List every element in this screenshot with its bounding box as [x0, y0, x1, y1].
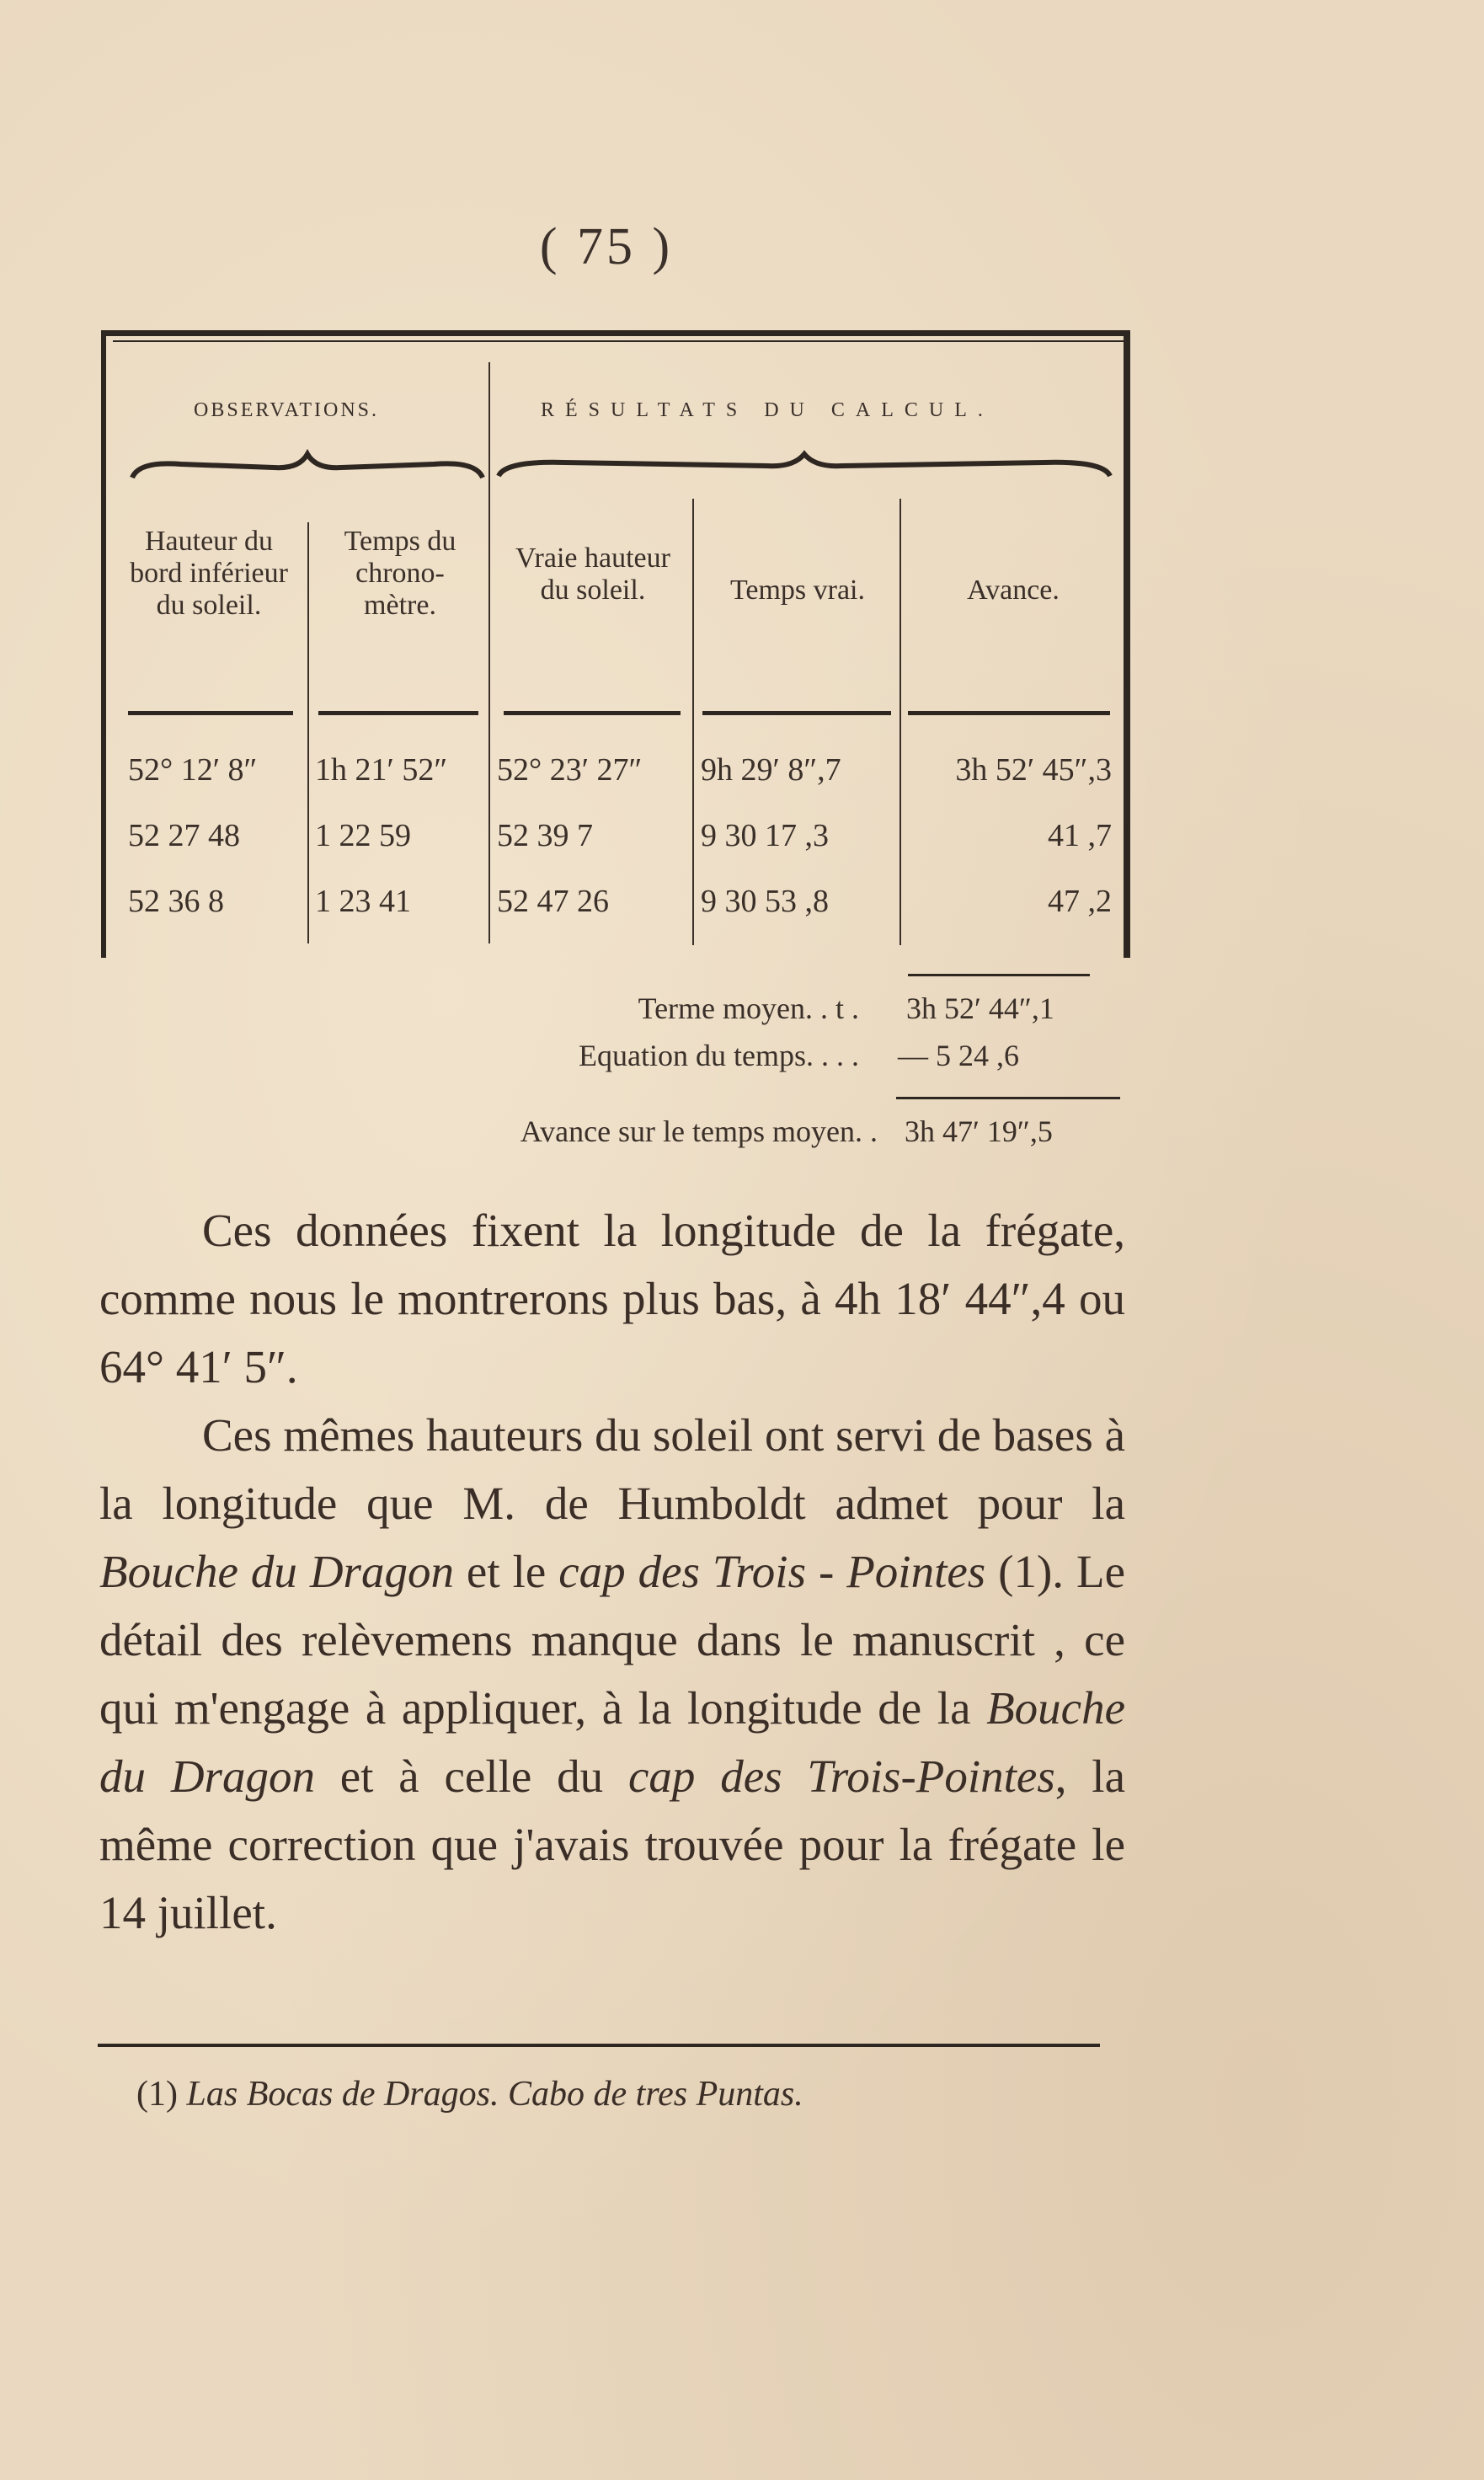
- summary-equation-label: Equation du temps. . . .: [579, 1039, 859, 1072]
- cell-r1-hauteur: 52° 12′ 8″: [128, 752, 258, 788]
- p2-italic-cap-des-trois-pointes: cap des Trois - Pointes: [558, 1546, 986, 1597]
- column-header-vraie-hauteur: Vraie hauteur du soleil.: [515, 542, 670, 606]
- p2-part-c: et le: [453, 1546, 559, 1597]
- body-text: [99, 1196, 1125, 1947]
- cell-r2-vraie-hauteur: 52 39 7: [497, 818, 593, 853]
- column-header-temps-vrai: Temps vrai.: [729, 575, 866, 606]
- col-divider-1: [307, 522, 309, 943]
- summary-advance-value: 3h 47′ 19″,5: [905, 1114, 1053, 1148]
- cell-r3-avance: 47 ,2: [1048, 884, 1112, 919]
- p2-part-g: et à celle du: [314, 1750, 628, 1802]
- summary-equation-value: — 5 24 ,6: [898, 1039, 1019, 1072]
- cell-r2-temps-chrono: 1 22 59: [315, 818, 411, 853]
- brace-results: [497, 452, 1112, 486]
- header-observations: OBSERVATIONS.: [194, 399, 380, 421]
- brace-observations: [131, 452, 484, 486]
- header-underline-5: [908, 711, 1110, 715]
- cell-r3-hauteur: 52 36 8: [128, 884, 224, 919]
- cell-r3-temps-vrai: 9 30 53 ,8: [701, 884, 829, 919]
- table-right-border: [1124, 330, 1130, 958]
- p2-part-a: Ces mêmes hauteurs du soleil ont servi de bases à la longitude que M. de Humboldt admet pour la: [99, 1409, 1125, 1529]
- summary-advance-label: Avance sur le temps moyen. .: [520, 1114, 878, 1148]
- header-underline-1: [128, 711, 293, 715]
- p2-italic-bouche-du-dragon: Bouche du Dragon: [99, 1546, 454, 1597]
- header-underline-3: [504, 711, 681, 715]
- p2-italic-cap-des-trois-pointes-2: cap des Trois-Pointes: [627, 1750, 1055, 1802]
- cell-r1-temps-chrono: 1h 21′ 52″: [315, 752, 448, 788]
- column-header-hauteur: Hauteur du bord inférieur du soleil.: [130, 526, 288, 621]
- table-left-border: [101, 330, 106, 958]
- col-divider-4: [899, 499, 901, 945]
- cell-r1-vraie-hauteur: 52° 23′ 27″: [497, 752, 643, 788]
- column-header-temps-chrono: Temps du chrono-mètre.: [344, 526, 456, 621]
- page-number: ( 75 ): [539, 218, 674, 275]
- p2-part-i: , la même correction que j'avais trouvée pour la frégate le 14 juillet.: [99, 1750, 1125, 1938]
- column-header-avance: Avance.: [967, 575, 1060, 606]
- footnote-mark: (1): [136, 2075, 178, 2114]
- col-divider-3: [692, 499, 694, 945]
- cell-r1-temps-vrai: 9h 29′ 8″,7: [701, 752, 841, 788]
- observation-table: [101, 330, 1130, 964]
- footnote-text: Las Bocas de Dragos. Cabo de tres Puntas.: [186, 2075, 803, 2114]
- cell-r3-temps-chrono: 1 23 41: [315, 884, 411, 919]
- cell-r3-vraie-hauteur: 52 47 26: [497, 884, 609, 919]
- header-underline-4: [702, 711, 891, 715]
- summary-mean-value: 3h 52′ 44″,1: [906, 991, 1054, 1025]
- p2-italic-bouche-du-dragon-2: Bouche du Dragon: [99, 1682, 1125, 1802]
- summary-mean-label: Terme moyen. . t .: [638, 991, 859, 1025]
- table-top-thin-rule: [113, 340, 1124, 342]
- p2-part-e: (1). Le détail des relèvemens manque dans le manuscrit , ce qui m'engage à appliquer, à la longitude de la: [99, 1546, 1125, 1734]
- paragraph-1: Ces données fixent la longitude de la frégate, comme nous le montrerons plus bas, à 4h 18′ 44″,4 ou 64° 41′ 5″.: [99, 1205, 1125, 1392]
- summary-sum-rule-2: [896, 1097, 1120, 1099]
- footnote-separator: [98, 2044, 1100, 2047]
- cell-r2-hauteur: 52 27 48: [128, 818, 240, 853]
- cell-r2-temps-vrai: 9 30 17 ,3: [701, 818, 829, 853]
- col-divider-2: [488, 362, 490, 943]
- cell-r1-avance: 3h 52′ 45″,3: [955, 752, 1112, 788]
- footnote: [136, 2074, 803, 2114]
- cell-r2-avance: 41 ,7: [1048, 818, 1112, 853]
- header-underline-2: [318, 711, 478, 715]
- paragraph-2: [99, 1401, 1125, 1947]
- table-top-rule: [101, 330, 1130, 336]
- summary-sum-rule-1: [908, 974, 1090, 976]
- header-results: RÉSULTATS DU CALCUL.: [541, 399, 994, 421]
